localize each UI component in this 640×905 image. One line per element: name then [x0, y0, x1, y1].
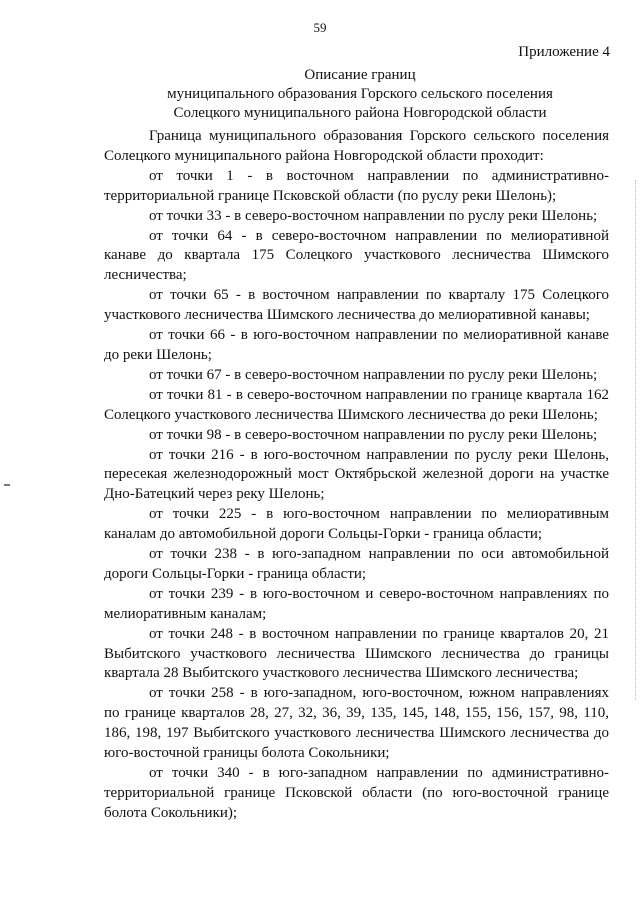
title-line: Описание границ: [304, 67, 416, 83]
title-line: Солецкого муниципального района Новгородской области: [173, 105, 547, 121]
boundary-paragraph: от точки 216 - в юго-восточном направлении по руслу реки Шелонь, пересекая железнодорожный мост Октябрьской железной дороги на участке Дно-Батецкий через реку Шелонь;: [104, 446, 609, 503]
boundary-paragraph: от точки 225 - в юго-восточном направлении по мелиоративным каналам до автомобильной дороги Сольцы-Горки - граница области;: [104, 506, 609, 543]
boundary-paragraph: от точки 248 - в восточном направлении по границе кварталов 20, 21 Выбитского участкового лесничества Шимского лесничества до границы квартала 28 Выбитского участкового лесничества Шимского лесничества;: [104, 625, 609, 682]
boundary-paragraph: от точки 66 - в юго-восточном направлении по мелиоративной канаве до реки Шелонь;: [104, 327, 609, 363]
boundary-paragraph: от точки 258 - в юго-западном, юго-восточном, южном направлениях по границе кварталов 28, 27, 32, 36, 39, 135, 145, 148, 155, 156, 157, 98, 110, 186, 198, 197 Выбитского участкового лесничества Шимского лесничества до юго-восточной границы болота Сокольники;: [104, 685, 609, 762]
scan-edge-mark: [4, 484, 10, 486]
intro-paragraph: Граница муниципального образования Горского сельского поселения Солецкого муниципального района Новгородской области проходит:: [104, 128, 609, 164]
boundary-paragraph: от точки 98 - в северо-восточном направлении по руслу реки Шелонь;: [149, 426, 598, 443]
title-line: муниципального образования Горского сельского поселения: [167, 86, 553, 102]
boundary-paragraph: от точки 65 - в восточном направлении по кварталу 175 Солецкого участкового лесничества Шимского лесничества до мелиоративной канавы;: [104, 287, 609, 324]
appendix-label: Приложение 4: [518, 44, 610, 60]
page-number: 59: [313, 20, 327, 35]
boundary-paragraph: от точки 64 - в северо-восточном направлении по мелиоративной канаве до квартала 175 Солецкого участкового лесничества Шимского лесничества;: [104, 227, 609, 284]
boundary-paragraph: от точки 81 - в северо-восточном направлении по границе квартала 162 Солецкого участкового лесничества Шимского лесничества до реки Шелонь;: [104, 386, 609, 423]
boundary-paragraph: от точки 239 - в юго-восточном и северо-восточном направлениях по мелиоративным каналам;: [104, 585, 609, 622]
boundary-paragraph: от точки 33 - в северо-восточном направлении по руслу реки Шелонь;: [149, 207, 598, 224]
scan-edge-line: [634, 180, 636, 700]
boundary-paragraph: от точки 67 - в северо-восточном направлении по руслу реки Шелонь;: [149, 366, 598, 383]
boundary-paragraph: от точки 238 - в юго-западном направлении по оси автомобильной дороги Сольцы-Горки - граница области;: [104, 546, 609, 582]
boundary-paragraph: от точки 1 - в восточном направлении по административно-территориальной границе Псковской области (по руслу реки Шелонь);: [104, 167, 609, 204]
body-text: [104, 127, 609, 824]
document-title: [100, 66, 620, 123]
boundary-paragraph: от точки 340 - в юго-западном направлении по административно-территориальной границе Псковской области (по юго-восточной границе болота Сокольники);: [104, 765, 609, 821]
